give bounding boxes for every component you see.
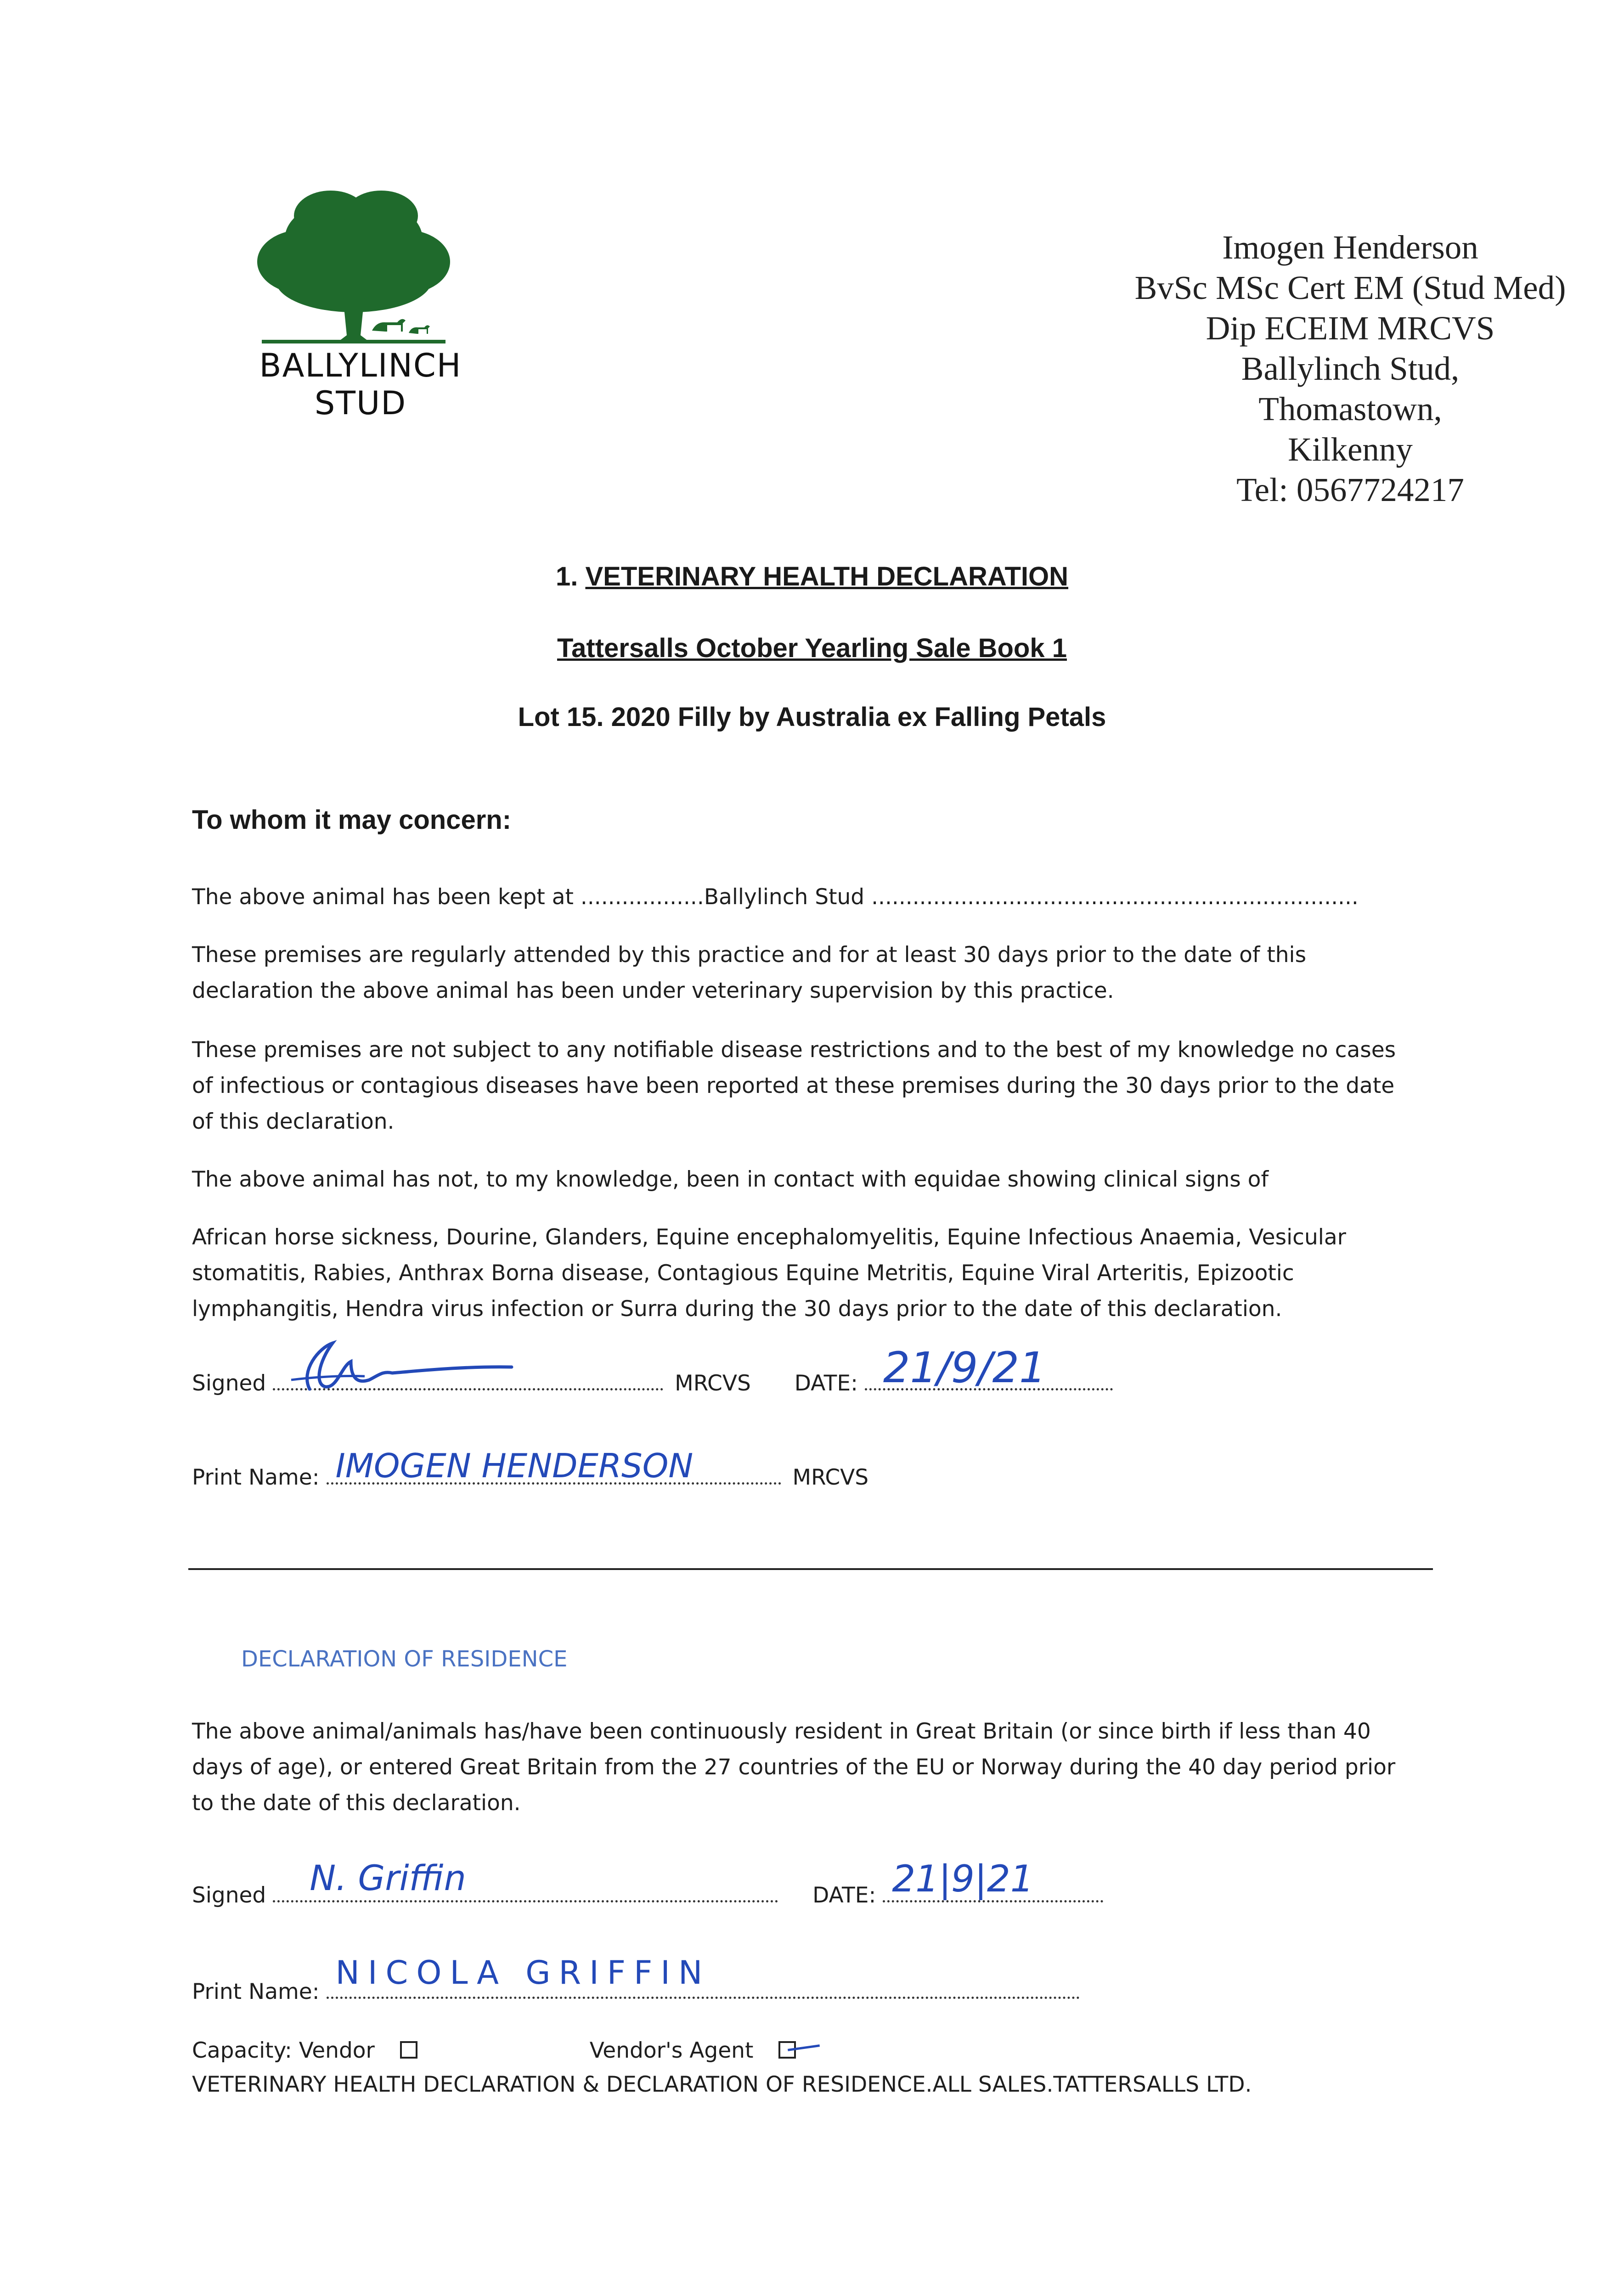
paragraph-line: African horse sickness, Dourine, Glanders, Equine encephalomyelitis, Equine Infectious Anaemia, Vesicular bbox=[192, 1225, 1346, 1250]
vet-address-3: Kilkenny bbox=[1288, 431, 1413, 468]
paragraph-line: stomatitis, Rabies, Anthrax Borna disease, Contagious Equine Metritis, Equine Viral Arteritis, Epizootic bbox=[192, 1261, 1294, 1286]
vet-address-2: Thomastown, bbox=[1258, 390, 1442, 428]
capacity-vendor-label: Capacity: Vendor bbox=[192, 2038, 375, 2063]
vendor-signed-label: Signed bbox=[192, 1883, 266, 1908]
vendor-signature-value: N. Griffin bbox=[310, 1857, 466, 1898]
paragraph-line: These premises are regularly attended by this practice and for at least 30 days prior to the date of this bbox=[192, 942, 1307, 968]
vet-address-1: Ballylinch Stud, bbox=[1241, 350, 1460, 387]
vendor-date-field[interactable] bbox=[883, 1857, 1103, 1908]
kept-place: Ballylinch Stud bbox=[704, 884, 872, 910]
lot-title: Lot 15. 2020 Filly by Australia ex Falling Petals bbox=[518, 702, 1106, 732]
vet-name: Imogen Henderson bbox=[1222, 229, 1478, 266]
vet-phone: Tel: 0567724217 bbox=[1236, 471, 1464, 508]
disease-restrictions-paragraph bbox=[192, 1032, 1441, 1140]
vendor-signed-row bbox=[192, 1857, 1103, 1908]
vendor-agent-checkbox[interactable] bbox=[778, 2041, 796, 2059]
supervision-paragraph bbox=[192, 937, 1441, 1009]
vet-signed-row bbox=[192, 1343, 1113, 1396]
vendor-print-name-field[interactable] bbox=[327, 1954, 1080, 2004]
vet-print-name-row bbox=[192, 1446, 869, 1490]
vendor-print-label: Print Name: bbox=[192, 1979, 320, 2004]
kept-prefix: The above animal has been kept at bbox=[192, 884, 581, 910]
vet-mrcvs-label: MRCVS bbox=[675, 1371, 751, 1396]
vendor-agent-label: Vendor's Agent bbox=[589, 2038, 754, 2063]
declaration-title bbox=[0, 561, 1624, 592]
capacity-row bbox=[192, 2038, 796, 2063]
vet-signature-scribble-icon bbox=[282, 1334, 521, 1403]
logo-line-1: BALLYLINCH bbox=[259, 347, 462, 384]
paragraph-line: These premises are not subject to any notifiable disease restrictions and to the best of my knowledge no cases bbox=[192, 1037, 1396, 1063]
title-heading: VETERINARY HEALTH DECLARATION bbox=[585, 562, 1069, 591]
vet-signature-field[interactable] bbox=[273, 1371, 663, 1396]
paragraph-line: of this declaration. bbox=[192, 1109, 395, 1134]
kept-dots-after: ....................................................................... bbox=[871, 884, 1359, 910]
contact-paragraph bbox=[192, 1162, 1441, 1198]
vet-qualifications-1: BvSc MSc Cert EM (Stud Med) bbox=[1134, 269, 1566, 306]
kept-at-line bbox=[192, 879, 1441, 915]
vet-print-label: Print Name: bbox=[192, 1465, 320, 1490]
vendor-print-value: NICOLA GRIFFIN bbox=[335, 1954, 711, 1992]
dotted-line bbox=[327, 1992, 1080, 1999]
paragraph-line: to the date of this declaration. bbox=[192, 1790, 521, 1816]
vet-qualifications-2: Dip ECEIM MRCVS bbox=[1206, 310, 1495, 347]
vendor-signature-field[interactable] bbox=[273, 1857, 778, 1908]
paragraph-line: days of age), or entered Great Britain from the 27 countries of the EU or Norway during the 40 day period prior bbox=[192, 1755, 1396, 1780]
paragraph-line: The above animal has not, to my knowledge, been in contact with equidae showing clinical signs of bbox=[192, 1167, 1269, 1192]
paragraph-line: lymphangitis, Hendra virus infection or Surra during the 30 days prior to the date of this declaration. bbox=[192, 1296, 1282, 1322]
vendor-date-value: 21|9|21 bbox=[892, 1857, 1034, 1900]
vet-print-value: IMOGEN HENDERSON bbox=[335, 1446, 694, 1485]
vendor-date-label: DATE: bbox=[812, 1883, 876, 1908]
residence-paragraph bbox=[192, 1714, 1441, 1821]
logo-line-2: STUD bbox=[314, 384, 407, 422]
greeting: To whom it may concern: bbox=[192, 805, 512, 835]
vet-print-name-field[interactable] bbox=[327, 1446, 781, 1490]
paragraph-line: The above animal/animals has/have been continuously resident in Great Britain (or since birth if less than 40 bbox=[192, 1719, 1371, 1744]
section-divider bbox=[188, 1568, 1433, 1570]
vet-date-value: 21/9/21 bbox=[883, 1343, 1046, 1392]
vendor-print-name-row bbox=[192, 1954, 1080, 2004]
kept-dots-before: .................. bbox=[580, 884, 704, 910]
residence-heading: DECLARATION OF RESIDENCE bbox=[241, 1646, 568, 1672]
paragraph-line: declaration the above animal has been under veterinary supervision by this practice. bbox=[192, 978, 1114, 1003]
vendor-checkbox[interactable] bbox=[400, 2041, 417, 2059]
vet-signed-label: Signed bbox=[192, 1371, 266, 1396]
vet-print-suffix: MRCVS bbox=[792, 1465, 869, 1490]
sale-title: Tattersalls October Yearling Sale Book 1 bbox=[557, 633, 1067, 663]
disease-list-paragraph bbox=[192, 1220, 1441, 1327]
vet-date-field[interactable] bbox=[865, 1343, 1113, 1396]
title-number: 1. bbox=[555, 562, 578, 591]
vet-date-label: DATE: bbox=[794, 1371, 858, 1396]
paragraph-line: of infectious or contagious diseases have been reported at these premises during the 30 days prior to the date bbox=[192, 1073, 1395, 1098]
vet-address-block bbox=[1111, 227, 1589, 510]
footer-line: VETERINARY HEALTH DECLARATION & DECLARATION OF RESIDENCE.ALL SALES.TATTERSALLS LTD. bbox=[192, 2072, 1252, 2097]
logo-wordmark bbox=[202, 347, 519, 422]
